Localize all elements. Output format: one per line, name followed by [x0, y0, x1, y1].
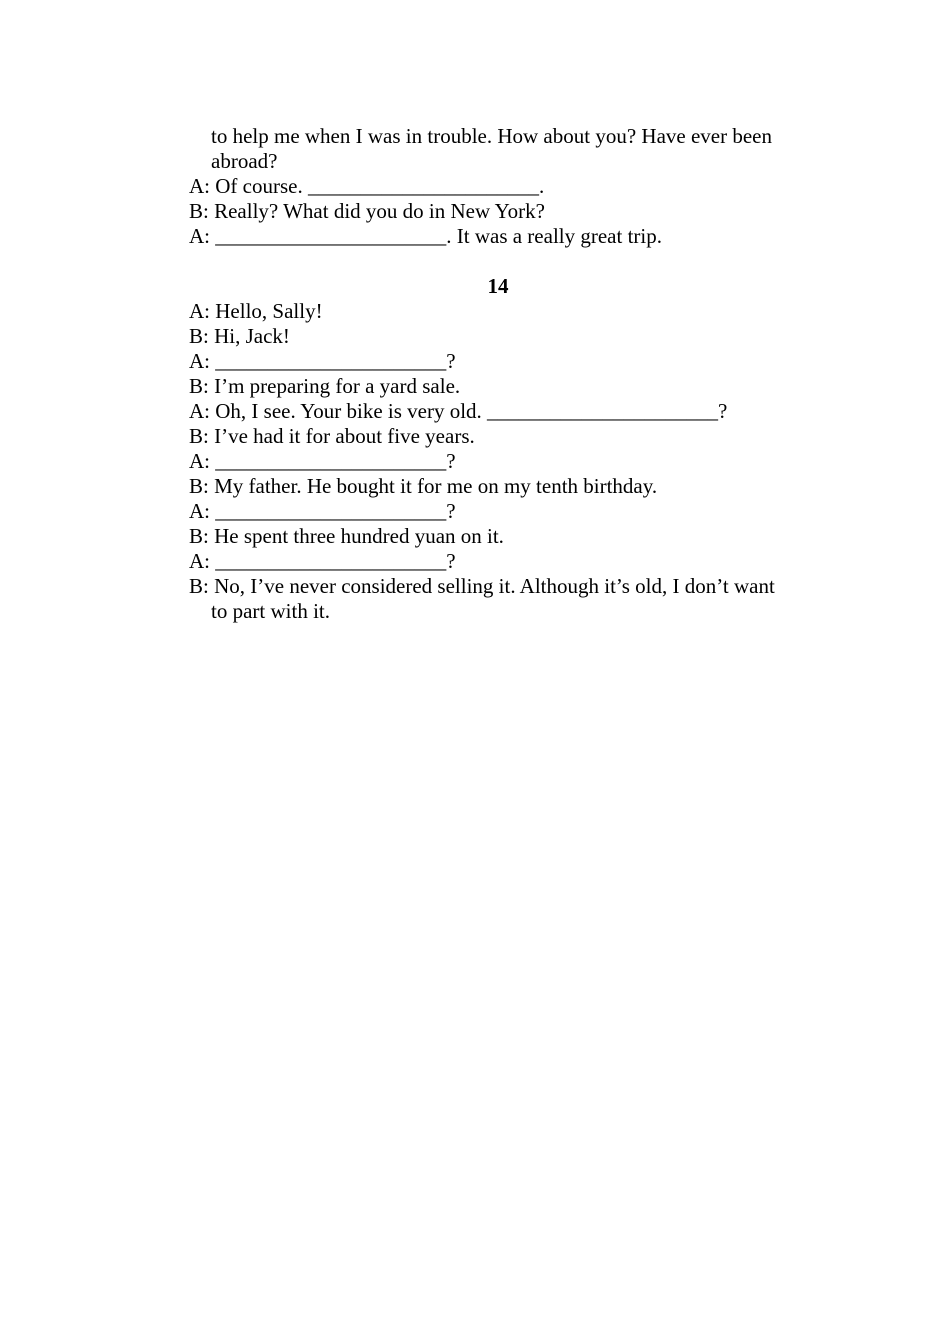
dialogue-line: A: ______________________?	[189, 499, 456, 523]
dialogue-line: B: No, I’ve never considered selling it. Although it’s old, I don’t want to part with it.	[189, 574, 775, 623]
dialogue-continuation: to help me when I was in trouble. How about you? Have ever been abroad?	[211, 124, 772, 173]
dialogue-line: B: Really? What did you do in New York?	[189, 199, 545, 223]
dialogue-line: B: I’m preparing for a yard sale.	[189, 374, 461, 398]
dialogue-line: A: Hello, Sally!	[189, 299, 323, 323]
dialogue-line: B: I’ve had it for about five years.	[189, 424, 475, 448]
dialogue-line: A: Of course. ______________________.	[189, 174, 545, 198]
dialogue-line: B: He spent three hundred yuan on it.	[189, 524, 504, 548]
section-number: 14	[487, 274, 509, 298]
document-page	[189, 124, 779, 624]
dialogue-line: A: Oh, I see. Your bike is very old. ______________________?	[189, 399, 728, 423]
dialogue-line: A: ______________________?	[189, 449, 456, 473]
dialogue-line: A: ______________________?	[189, 549, 456, 573]
dialogue-line: B: My father. He bought it for me on my tenth birthday.	[189, 474, 658, 498]
dialogue-line: A: ______________________. It was a really great trip.	[189, 224, 662, 248]
dialogue-line: B: Hi, Jack!	[189, 324, 290, 348]
dialogue-line: A: ______________________?	[189, 349, 456, 373]
